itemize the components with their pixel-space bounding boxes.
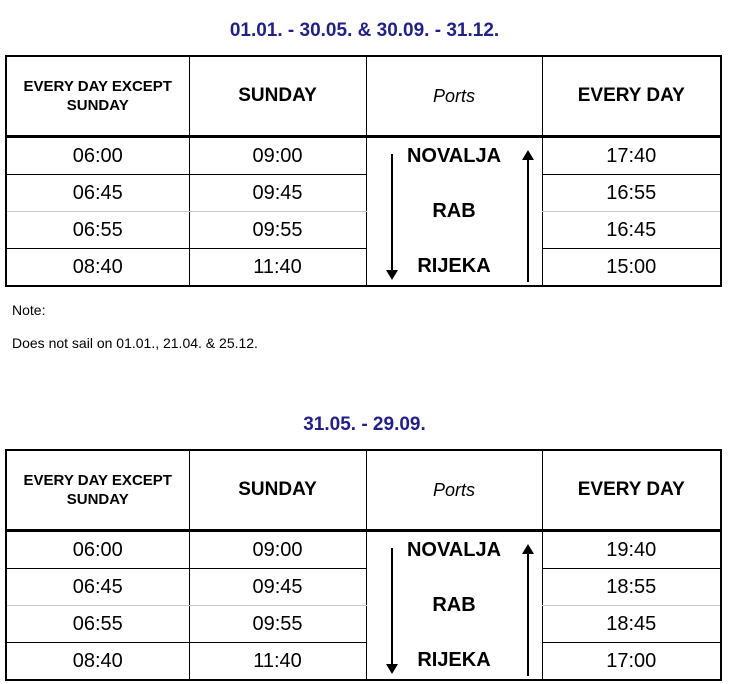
departure-time: 08:40 [6, 249, 189, 287]
table-row [6, 137, 721, 175]
header-sunday: SUNDAY [189, 450, 366, 531]
departure-time: 06:55 [6, 606, 189, 643]
header-every-day-except-sunday: EVERY DAY EXCEPT SUNDAY [6, 450, 189, 531]
table-row [6, 569, 721, 606]
header-every-day-except-sunday: EVERY DAY EXCEPT SUNDAY [6, 56, 189, 137]
note-text: Does not sail on 01.01., 21.04. & 25.12. [12, 335, 258, 351]
arrival-time: 16:55 [542, 175, 721, 212]
departure-time: 09:00 [189, 531, 366, 569]
departure-time: 06:00 [6, 137, 189, 175]
departure-time: 06:45 [6, 175, 189, 212]
port-rijeka: RIJEKA [417, 255, 491, 277]
header-every-day: EVERY DAY [542, 56, 721, 137]
table-row [6, 212, 721, 249]
timetable-1 [5, 55, 722, 287]
table-row [6, 643, 721, 681]
period-title-2: 31.05. - 29.09. [303, 414, 426, 435]
note-label: Note: [12, 302, 46, 318]
departure-time: 11:40 [189, 249, 366, 287]
period-title-1: 01.01. - 30.05. & 30.09. - 31.12. [229, 20, 500, 41]
departure-time: 06:55 [6, 212, 189, 249]
arrival-time: 17:00 [542, 643, 721, 681]
arrival-time: 19:40 [542, 531, 721, 569]
arrival-time: 18:55 [542, 569, 721, 606]
arrival-time: 15:00 [542, 249, 721, 287]
departure-time: 06:45 [6, 569, 189, 606]
departure-time: 09:55 [189, 606, 366, 643]
arrival-time: 17:40 [542, 137, 721, 175]
arrival-time: 18:45 [542, 606, 721, 643]
header-sunday: SUNDAY [189, 56, 366, 137]
header-row [6, 56, 721, 137]
departure-time: 11:40 [189, 643, 366, 681]
port-rijeka: RIJEKA [417, 649, 491, 671]
table-row [6, 175, 721, 212]
table-row [6, 531, 721, 569]
arrival-time: 16:45 [542, 212, 721, 249]
departure-time: 09:45 [189, 175, 366, 212]
port-novalja: NOVALJA [406, 145, 502, 167]
ports-cell [366, 531, 542, 681]
table-row [6, 249, 721, 287]
header-ports: Ports [366, 450, 542, 531]
departure-time: 09:45 [189, 569, 366, 606]
departure-time: 09:00 [189, 137, 366, 175]
ports-cell [366, 137, 542, 287]
port-novalja: NOVALJA [406, 539, 502, 561]
timetable-2 [5, 449, 722, 681]
port-rab: RAB [432, 200, 476, 222]
departure-time: 06:00 [6, 531, 189, 569]
departure-time: 09:55 [189, 212, 366, 249]
header-row [6, 450, 721, 531]
header-ports: Ports [366, 56, 542, 137]
port-rab: RAB [432, 594, 476, 616]
header-every-day: EVERY DAY [542, 450, 721, 531]
table-row [6, 606, 721, 643]
departure-time: 08:40 [6, 643, 189, 681]
